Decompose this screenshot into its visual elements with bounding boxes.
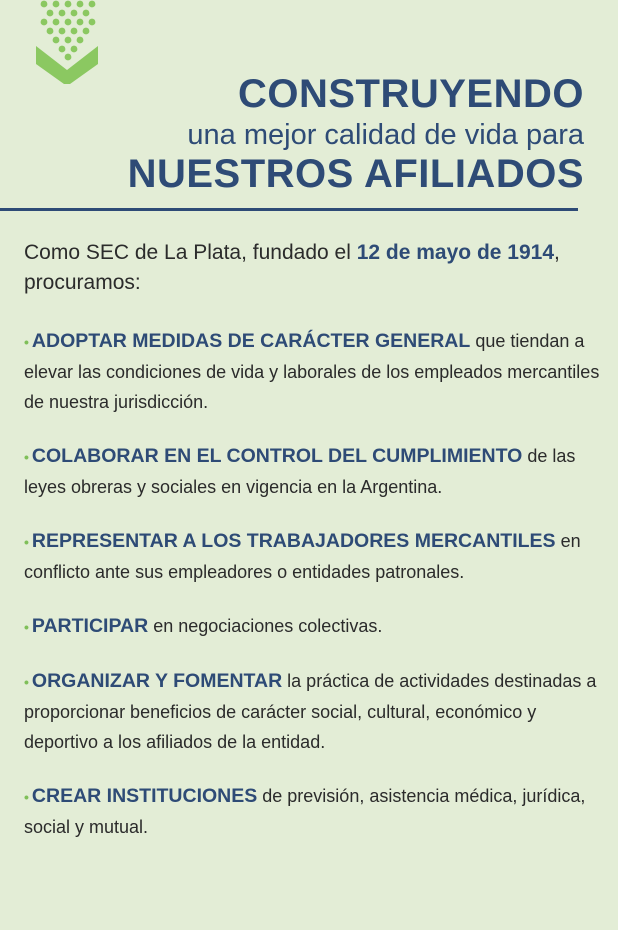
- item-text: la práctica de actividades destinadas a proporcionar beneficios de carácter social, cultural, económico y deportivo a los afiliados de la entidad.: [24, 671, 597, 752]
- header-divider: [0, 208, 578, 211]
- list-item: [24, 526, 604, 587]
- item-heading: COLABORAR EN EL CONTROL DEL CUMPLIMIENTO: [31, 445, 523, 467]
- bullet-icon: •: [24, 674, 29, 690]
- title-nuestros-afiliados: NUESTROS AFILIADOS: [127, 152, 584, 196]
- item-heading: CREAR INSTITUCIONES: [31, 785, 258, 807]
- intro-text-after: , procuramos:: [24, 241, 560, 294]
- title-construyendo: CONSTRUYENDO: [237, 72, 584, 116]
- item-text: de previsión, asistencia médica, jurídica, social y mutual.: [24, 786, 586, 837]
- bullet-icon: •: [24, 534, 29, 550]
- founding-date: 12 de mayo de 1914: [356, 241, 555, 264]
- intro-text-before: Como SEC de La Plata, fundado el: [24, 241, 357, 264]
- item-heading: ADOPTAR MEDIDAS DE CARÁCTER GENERAL: [31, 330, 471, 352]
- list-item: [24, 781, 604, 842]
- item-heading: ORGANIZAR Y FOMENTAR: [31, 670, 283, 692]
- intro-paragraph: [24, 238, 598, 298]
- list-item: [24, 611, 604, 642]
- list-item: [24, 441, 604, 502]
- objectives-list: [24, 326, 604, 866]
- bullet-icon: •: [24, 334, 29, 350]
- bullet-icon: •: [24, 449, 29, 465]
- subtitle: una mejor calidad de vida para: [187, 119, 584, 151]
- item-text: que tiendan a elevar las condiciones de vida y laborales de los empleados mercantiles de nuestra jurisdicción.: [24, 331, 600, 412]
- item-text: en negociaciones colectivas.: [148, 616, 383, 636]
- item-heading: PARTICIPAR: [31, 615, 149, 637]
- page-header: [128, 72, 584, 196]
- list-item: [24, 666, 604, 757]
- list-item: [24, 326, 604, 417]
- item-text: en conflicto ante sus empleadores o entidades patronales.: [24, 531, 581, 582]
- bullet-icon: •: [24, 619, 29, 635]
- item-text: de las leyes obreras y sociales en vigencia en la Argentina.: [24, 446, 576, 497]
- logo-icon: [34, 0, 100, 84]
- item-heading: REPRESENTAR A LOS TRABAJADORES MERCANTILES: [31, 530, 556, 552]
- bullet-icon: •: [24, 789, 29, 805]
